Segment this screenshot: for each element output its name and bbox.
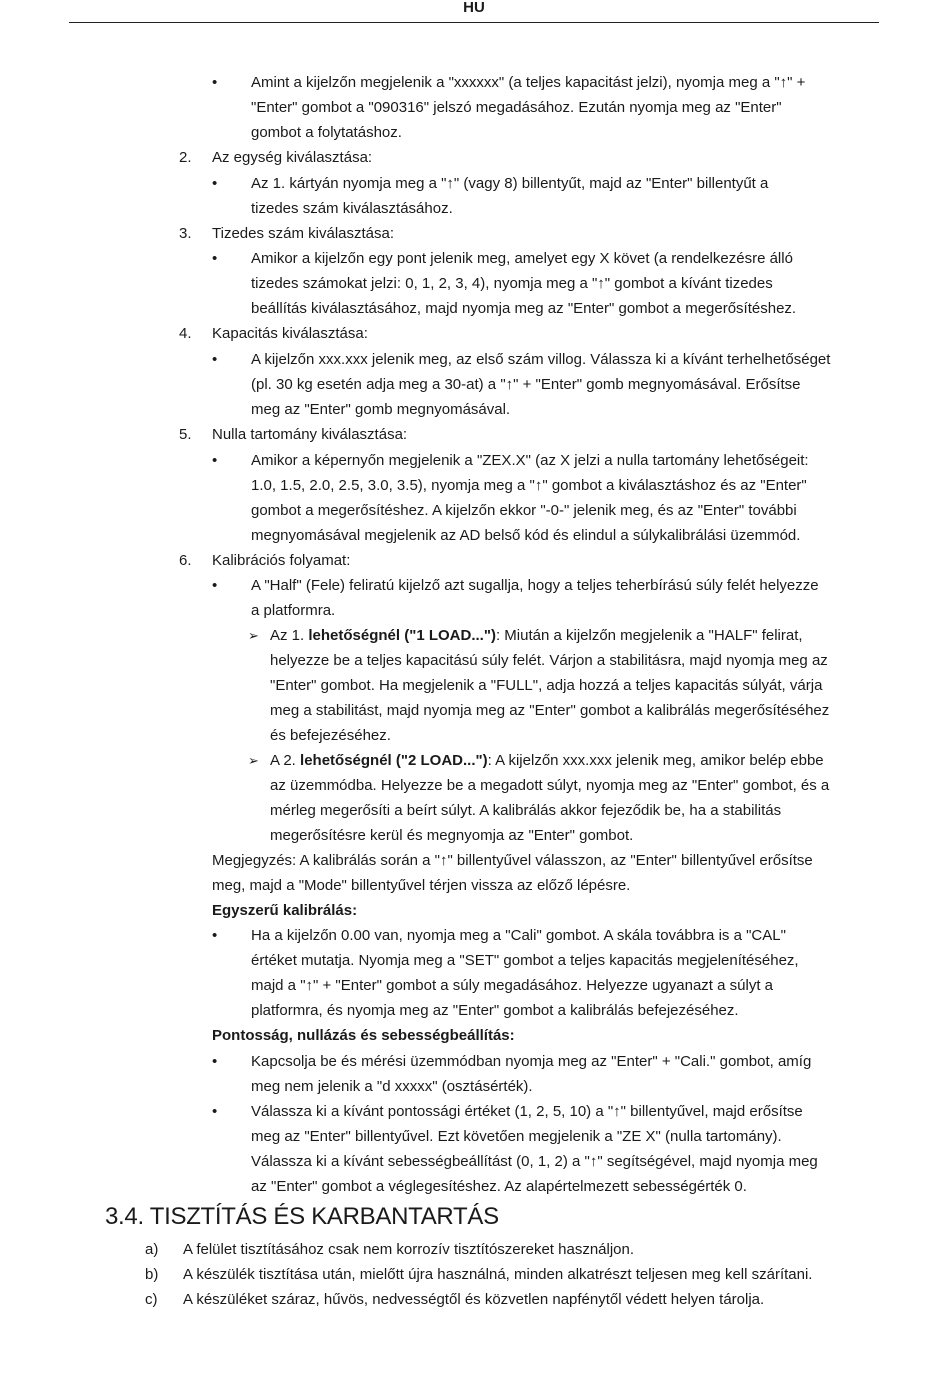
list-number: 6. [179,552,192,569]
paragraph-line: A kijelzőn xxx.xxx jelenik meg, az első szám villog. Válassza ki a kívánt terhelhetőséget [251,351,831,368]
language-code: HU [463,0,485,16]
subheading: Egyszerű kalibrálás: [212,902,358,919]
paragraph-line: majd a "↑" + "Enter" gombot a súly megadásához. Helyezze ugyanazt a súlyt a [251,977,773,994]
paragraph-line: meg nem jelenik a "d xxxxx" (osztásérték). [251,1078,533,1095]
bullet-icon: • [212,250,218,267]
paragraph-line: platformra, és nyomja meg az "Enter" gombot a kalibrálás befejezéséhez. [251,1002,739,1019]
paragraph-line [270,626,803,646]
option-prefix: A 2. [270,752,301,769]
option-text: : A kijelzőn xxx.xxx jelenik meg, amikor belép ebbe [487,752,824,769]
paragraph-line: meg az "Enter" billentyűvel. Ezt követően megjelenik a "ZE X" (nulla tartomány). [251,1128,782,1145]
paragraph-line: tizedes szám kiválasztásához. [251,200,453,217]
section-heading: 3.4. TISZTÍTÁS ÉS KARBANTARTÁS [105,1203,499,1230]
paragraph-line: a platformra. [251,602,336,619]
option-label: lehetőségnél ("2 LOAD...") [300,752,488,769]
paragraph-line: (pl. 30 kg esetén adja meg a 30-at) a "↑" + "Enter" gomb megnyomásával. Erősítse [251,376,801,393]
step-title: Tizedes szám kiválasztása: [212,225,395,242]
subheading: Pontosság, nullázás és sebességbeállítás: [212,1027,515,1044]
paragraph-line: az "Enter" gombot a véglegesítéshez. Az alapértelmezett sebességérték 0. [251,1178,747,1195]
paragraph-line: A felület tisztításához csak nem korrozív tisztítószereket használjon. [183,1241,635,1258]
list-label: c) [145,1291,158,1308]
paragraph-line: "Enter" gombot a "090316" jelszó megadásához. Ezután nyomja meg az "Enter" [251,99,782,116]
paragraph-line: Ha a kijelzőn 0.00 van, nyomja meg a "Cali" gombot. A skála továbbra is a "CAL" [251,927,786,944]
step-title: Nulla tartomány kiválasztása: [212,426,408,443]
list-number: 2. [179,149,192,166]
bullet-icon: • [212,175,218,192]
bullet-icon: • [212,577,218,594]
bullet-icon: • [212,351,218,368]
paragraph-line: beállítás kiválasztásához, majd nyomja meg az "Enter" gombot a megerősítéshez. [251,300,797,317]
paragraph-line: Kapcsolja be és mérési üzemmódban nyomja meg az "Enter" + "Cali." gombot, amíg [251,1053,812,1070]
paragraph-line: Válassza ki a kívánt pontossági értéket (1, 2, 5, 10) a "↑" billentyűvel, majd erősítse [251,1103,803,1120]
bullet-icon: • [212,927,218,944]
paragraph-line: meg az "Enter" gomb megnyomásával. [251,401,511,418]
paragraph-line: Amikor a képernyőn megjelenik a "ZEX.X" (az X jelzi a nulla tartomány lehetőségeit: [251,452,809,469]
paragraph-line: mérleg megerősíti a beírt súlyt. A kalibrálás akkor fejeződik be, ha a stabilitás [270,802,782,819]
paragraph-line: az üzemmódba. Helyezze be a megadott súlyt, nyomja meg az "Enter" gombot, és a [270,777,830,794]
option-text: : Miután a kijelzőn megjelenik a "HALF" felirat, [495,627,803,644]
paragraph-line: meg a stabilitást, majd nyomja meg az "Enter" gombot a kalibrálás megerősítéséhez [270,702,830,719]
bullet-icon: • [212,1103,218,1120]
step-title: Az egység kiválasztása: [212,149,373,166]
list-number: 5. [179,426,192,443]
paragraph-line: megnyomásával megjelenik az AD belső kód és elindul a súlykalibrálási üzemmód. [251,527,801,544]
paragraph-line: Amikor a kijelzőn egy pont jelenik meg, amelyet egy X követ (a rendelkezésre álló [251,250,793,267]
page-header [69,0,879,23]
paragraph-line: A készüléket száraz, hűvös, nedvességtől és közvetlen napfénytől védett helyen tárolja. [183,1291,765,1308]
step-title: Kalibrációs folyamat: [212,552,351,569]
paragraph-line: A "Half" (Fele) feliratú kijelző azt sugallja, hogy a teljes teherbírású súly felét helyezze [251,577,819,594]
paragraph-line: "Enter" gombot. Ha megjelenik a "FULL", adja hozzá a teljes kapacitás súlyát, várja [270,677,823,694]
list-number: 4. [179,325,192,342]
paragraph-line: Amint a kijelzőn megjelenik a "xxxxxx" (a teljes kapacitást jelzi), nyomja meg a "↑" + [251,74,806,91]
paragraph-line: Az 1. kártyán nyomja meg a "↑" (vagy 8) billentyűt, majd az "Enter" billentyűt a [251,175,769,192]
paragraph-line: értéket mutatja. Nyomja meg a "SET" gombot a teljes kapacitás megjelenítéséhez, [251,952,799,969]
paragraph-line: és befejezéséhez. [270,727,391,744]
note-line: Megjegyzés: A kalibrálás során a "↑" billentyűvel válasszon, az "Enter" billentyűvel erősítse [212,852,813,869]
list-label: b) [145,1266,159,1283]
paragraph-line: Válassza ki a kívánt sebességbeállítást (0, 1, 2) a "↑" segítségével, majd nyomja meg [251,1153,818,1170]
list-label: a) [145,1241,159,1258]
step-title: Kapacitás kiválasztása: [212,325,368,342]
note-line: meg, majd a "Mode" billentyűvel térjen vissza az előző lépésre. [212,877,631,894]
paragraph-line: 1.0, 1.5, 2.0, 2.5, 3.0, 3.5), nyomja meg a "↑" gombot a kiválasztáshoz és az "Enter" [251,477,807,494]
paragraph-line: helyezze be a teljes kapacitású súly felét. Várjon a stabilitásra, majd nyomja meg az [270,652,828,669]
paragraph-line [270,751,824,771]
paragraph-line: gombot a folytatáshoz. [251,124,402,141]
bullet-icon: • [212,74,218,91]
paragraph-line: A készülék tisztítása után, mielőtt újra használná, minden alkatrészt teljesen meg kell szárítani. [183,1266,813,1283]
option-label: lehetőségnél ("1 LOAD...") [308,627,496,644]
list-number: 3. [179,225,192,242]
option-prefix: Az 1. [270,627,309,644]
paragraph-line: gombot a megerősítéshez. A kijelzőn ekkor "-0-" jelenik meg, és az "Enter" további [251,502,797,519]
paragraph-line: tizedes számokat jelzi: 0, 1, 2, 3, 4), nyomja meg a "↑" gombot a kívánt tizedes [251,275,773,292]
bullet-icon: • [212,1053,218,1070]
arrow-bullet-icon: ➢ [248,753,259,768]
paragraph-line: megerősítésre kerül és megnyomja az "Enter" gombot. [270,827,634,844]
arrow-bullet-icon: ➢ [248,628,259,643]
bullet-icon: • [212,452,218,469]
